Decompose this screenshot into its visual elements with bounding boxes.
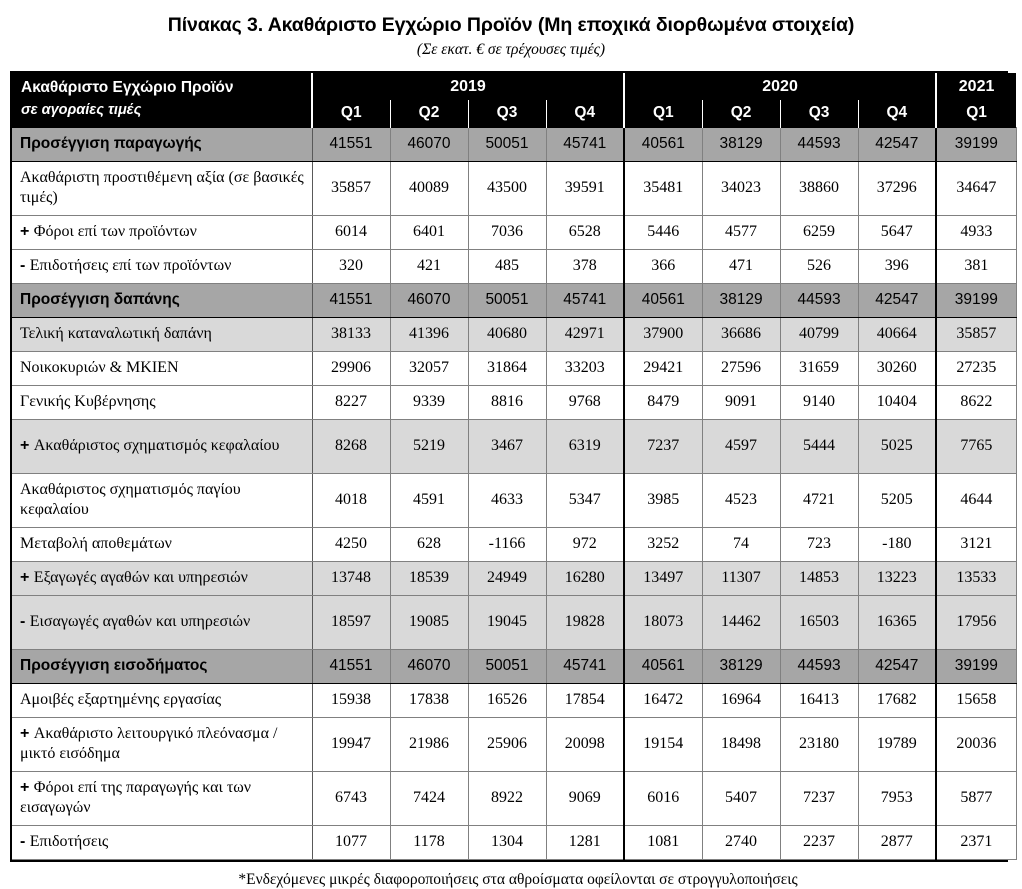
data-cell: 16503 [780, 595, 858, 649]
data-cell: 40089 [390, 161, 468, 215]
page-title: Πίνακας 3. Ακαθάριστο Εγχώριο Προϊόν (Μη εποχικά διορθωμένα στοιχεία) [167, 14, 855, 36]
data-cell: 50051 [468, 127, 546, 161]
data-cell: 27596 [702, 351, 780, 385]
data-cell: 9140 [780, 385, 858, 419]
data-cell: 972 [546, 527, 624, 561]
data-cell: 5025 [858, 419, 936, 473]
data-cell: 4721 [780, 473, 858, 527]
row-label [12, 215, 312, 249]
data-cell: 4591 [390, 473, 468, 527]
data-cell: 30260 [858, 351, 936, 385]
row-label-text: Προσέγγιση εισοδήματος [20, 657, 208, 675]
data-cell: 31864 [468, 351, 546, 385]
row-label [12, 595, 312, 649]
data-cell: 19045 [468, 595, 546, 649]
table-row [12, 771, 1016, 825]
data-cell: 19154 [624, 717, 702, 771]
row-label-text: Φόροι επί των προϊόντων [33, 222, 197, 240]
row-sign: + [20, 724, 34, 742]
data-cell: 396 [858, 249, 936, 283]
data-cell: 40561 [624, 649, 702, 683]
row-label [12, 717, 312, 771]
data-cell: 2371 [936, 825, 1016, 859]
row-sign: - [20, 256, 30, 274]
data-cell: 34023 [702, 161, 780, 215]
data-cell: 40561 [624, 127, 702, 161]
table-row [12, 127, 1016, 161]
row-label [12, 385, 312, 419]
row-label [12, 473, 312, 527]
data-cell: 16964 [702, 683, 780, 717]
data-cell: 39591 [546, 161, 624, 215]
data-cell: 628 [390, 527, 468, 561]
data-cell: 13533 [936, 561, 1016, 595]
data-cell: 6016 [624, 771, 702, 825]
data-cell: 7036 [468, 215, 546, 249]
data-cell: 3252 [624, 527, 702, 561]
row-label [12, 825, 312, 859]
data-cell: 39199 [936, 283, 1016, 317]
table-row [12, 473, 1016, 527]
row-label-text: Προσέγγιση δαπάνης [20, 291, 180, 309]
data-cell: 17854 [546, 683, 624, 717]
data-cell: 8816 [468, 385, 546, 419]
row-sign: + [20, 222, 34, 240]
data-cell: 41551 [312, 649, 390, 683]
table-row [12, 561, 1016, 595]
row-label [12, 561, 312, 595]
row-label-text: Προσέγγιση παραγωγής [20, 135, 202, 153]
data-cell: 6014 [312, 215, 390, 249]
table-row [12, 419, 1016, 473]
row-label [12, 419, 312, 473]
table-row [12, 825, 1016, 859]
table-header [12, 73, 1016, 127]
data-cell: 41396 [390, 317, 468, 351]
data-cell: 9768 [546, 385, 624, 419]
table-row [12, 385, 1016, 419]
row-label-text: Επιδοτήσεις [29, 832, 109, 850]
data-cell: 7953 [858, 771, 936, 825]
data-cell: 38129 [702, 283, 780, 317]
data-cell: 42547 [858, 283, 936, 317]
row-label [12, 683, 312, 717]
data-cell: 2237 [780, 825, 858, 859]
data-cell: 33203 [546, 351, 624, 385]
data-cell: 38860 [780, 161, 858, 215]
data-cell: 8268 [312, 419, 390, 473]
data-cell: 6743 [312, 771, 390, 825]
data-cell: 40799 [780, 317, 858, 351]
data-cell: 25906 [468, 717, 546, 771]
data-cell: 18073 [624, 595, 702, 649]
row-label [12, 127, 312, 161]
data-cell: 8479 [624, 385, 702, 419]
row-label-text: Εξαγωγές αγαθών και υπηρεσιών [33, 568, 248, 586]
data-cell: 19789 [858, 717, 936, 771]
row-sign: - [20, 612, 30, 630]
data-cell: 50051 [468, 283, 546, 317]
data-cell: 38133 [312, 317, 390, 351]
table-body [12, 127, 1016, 859]
data-cell: 1304 [468, 825, 546, 859]
data-cell: 16280 [546, 561, 624, 595]
data-cell: 44593 [780, 649, 858, 683]
data-cell: 38129 [702, 127, 780, 161]
data-cell: 4250 [312, 527, 390, 561]
data-cell: 7424 [390, 771, 468, 825]
data-cell: 5219 [390, 419, 468, 473]
data-cell: 5444 [780, 419, 858, 473]
table-row [12, 249, 1016, 283]
data-cell: 381 [936, 249, 1016, 283]
data-cell: 485 [468, 249, 546, 283]
data-cell: 15938 [312, 683, 390, 717]
header-label-cell [12, 73, 312, 127]
data-cell: 40664 [858, 317, 936, 351]
data-cell: 16472 [624, 683, 702, 717]
data-cell: 9069 [546, 771, 624, 825]
row-label-text: Ακαθάριστη προστιθέμενη αξία (σε βασικές τιμές) [20, 168, 304, 207]
data-cell: 378 [546, 249, 624, 283]
row-sign: + [20, 778, 34, 796]
table-footnote: *Ενδεχόμενες μικρές διαφοροποιήσεις στα αθροίσματα οφείλονται σε στρογγυλοποιήσεις [238, 870, 798, 888]
data-cell: 17682 [858, 683, 936, 717]
table-row [12, 683, 1016, 717]
row-label [12, 649, 312, 683]
data-cell: 46070 [390, 283, 468, 317]
data-cell: 5647 [858, 215, 936, 249]
data-cell: 31659 [780, 351, 858, 385]
header-quarter-2020-q4: Q4 [858, 100, 936, 127]
header-label-line1: Ακαθάριστο Εγχώριο Προϊόν [21, 79, 234, 97]
data-cell: 6528 [546, 215, 624, 249]
header-label-line2: σε αγοραίες τιμές [21, 102, 142, 119]
row-label [12, 351, 312, 385]
header-year-2020: 2020 [624, 73, 936, 100]
data-cell: 37296 [858, 161, 936, 215]
data-cell: 42971 [546, 317, 624, 351]
data-cell: 4633 [468, 473, 546, 527]
header-quarter-2019-q1: Q1 [312, 100, 390, 127]
row-label [12, 161, 312, 215]
data-cell: 8622 [936, 385, 1016, 419]
data-cell: 24949 [468, 561, 546, 595]
header-year-2019: 2019 [312, 73, 624, 100]
data-cell: 5205 [858, 473, 936, 527]
row-label [12, 283, 312, 317]
data-cell: 38129 [702, 649, 780, 683]
data-cell: 43500 [468, 161, 546, 215]
data-cell: 45741 [546, 649, 624, 683]
data-cell: 2740 [702, 825, 780, 859]
data-cell: 3467 [468, 419, 546, 473]
data-cell: 39199 [936, 649, 1016, 683]
table-row [12, 351, 1016, 385]
data-cell: 37900 [624, 317, 702, 351]
header-quarter-2019-q4: Q4 [546, 100, 624, 127]
data-cell: 1077 [312, 825, 390, 859]
data-cell: 13748 [312, 561, 390, 595]
data-cell: -180 [858, 527, 936, 561]
page-subtitle: (Σε εκατ. € σε τρέχουσες τιμές) [416, 41, 606, 59]
data-cell: 40561 [624, 283, 702, 317]
data-cell: 19947 [312, 717, 390, 771]
data-cell: 17838 [390, 683, 468, 717]
row-label [12, 527, 312, 561]
data-cell: 3121 [936, 527, 1016, 561]
data-cell: 36686 [702, 317, 780, 351]
data-cell: 35857 [936, 317, 1016, 351]
row-label-text: Φόροι επί της παραγωγής και των εισαγωγών [20, 778, 252, 817]
data-cell: 6401 [390, 215, 468, 249]
gdp-table-container [10, 71, 1008, 861]
data-cell: 4597 [702, 419, 780, 473]
row-label-text: Εισαγωγές αγαθών και υπηρεσιών [29, 612, 251, 630]
data-cell: 32057 [390, 351, 468, 385]
data-cell: 4577 [702, 215, 780, 249]
data-cell: 27235 [936, 351, 1016, 385]
gdp-table [12, 73, 1017, 859]
data-cell: 18498 [702, 717, 780, 771]
table-row [12, 595, 1016, 649]
data-cell: 8227 [312, 385, 390, 419]
data-cell: 3985 [624, 473, 702, 527]
data-cell: 5877 [936, 771, 1016, 825]
data-cell: 5347 [546, 473, 624, 527]
data-cell: 10404 [858, 385, 936, 419]
data-cell: 46070 [390, 127, 468, 161]
data-cell: 4933 [936, 215, 1016, 249]
data-cell: 14853 [780, 561, 858, 595]
table-row [12, 215, 1016, 249]
row-sign: - [20, 832, 30, 850]
data-cell: 6319 [546, 419, 624, 473]
data-cell: 4523 [702, 473, 780, 527]
data-cell: -1166 [468, 527, 546, 561]
data-cell: 23180 [780, 717, 858, 771]
row-label-text: Αμοιβές εξαρτημένης εργασίας [20, 690, 222, 708]
data-cell: 19085 [390, 595, 468, 649]
data-cell: 16526 [468, 683, 546, 717]
table-row [12, 527, 1016, 561]
data-cell: 1081 [624, 825, 702, 859]
data-cell: 42547 [858, 127, 936, 161]
data-cell: 45741 [546, 127, 624, 161]
row-label-text: Νοικοκυριών & ΜΚΙΕΝ [20, 358, 179, 376]
data-cell: 16365 [858, 595, 936, 649]
row-label [12, 317, 312, 351]
data-cell: 20098 [546, 717, 624, 771]
data-cell: 9091 [702, 385, 780, 419]
data-cell: 17956 [936, 595, 1016, 649]
data-cell: 11307 [702, 561, 780, 595]
data-cell: 4644 [936, 473, 1016, 527]
data-cell: 34647 [936, 161, 1016, 215]
data-cell: 41551 [312, 283, 390, 317]
table-row [12, 161, 1016, 215]
data-cell: 19828 [546, 595, 624, 649]
data-cell: 39199 [936, 127, 1016, 161]
data-cell: 723 [780, 527, 858, 561]
data-cell: 7765 [936, 419, 1016, 473]
data-cell: 1178 [390, 825, 468, 859]
data-cell: 9339 [390, 385, 468, 419]
data-cell: 41551 [312, 127, 390, 161]
data-cell: 21986 [390, 717, 468, 771]
data-cell: 14462 [702, 595, 780, 649]
row-label-text: Γενικής Κυβέρνησης [20, 392, 156, 410]
data-cell: 44593 [780, 127, 858, 161]
data-cell: 35857 [312, 161, 390, 215]
data-cell: 8922 [468, 771, 546, 825]
data-cell: 74 [702, 527, 780, 561]
data-cell: 45741 [546, 283, 624, 317]
header-quarter-2021-q1: Q1 [936, 100, 1016, 127]
data-cell: 526 [780, 249, 858, 283]
data-cell: 29421 [624, 351, 702, 385]
data-cell: 5446 [624, 215, 702, 249]
header-quarter-2019-q2: Q2 [390, 100, 468, 127]
data-cell: 13223 [858, 561, 936, 595]
data-cell: 13497 [624, 561, 702, 595]
header-row-years [12, 73, 1016, 100]
table-row [12, 317, 1016, 351]
data-cell: 421 [390, 249, 468, 283]
data-cell: 6259 [780, 215, 858, 249]
data-cell: 2877 [858, 825, 936, 859]
data-cell: 18539 [390, 561, 468, 595]
row-sign: + [20, 568, 34, 586]
data-cell: 4018 [312, 473, 390, 527]
data-cell: 15658 [936, 683, 1016, 717]
row-label [12, 771, 312, 825]
row-label-text: Ακαθάριστο λειτουργικό πλεόνασμα / μικτό εισόδημα [20, 724, 278, 763]
data-cell: 18597 [312, 595, 390, 649]
data-cell: 50051 [468, 649, 546, 683]
row-label-text: Επιδοτήσεις επί των προϊόντων [29, 256, 232, 274]
row-label-text: Μεταβολή αποθεμάτων [20, 534, 172, 552]
row-label-text: Ακαθάριστος σχηματισμός παγίου κεφαλαίου [20, 480, 241, 519]
data-cell: 46070 [390, 649, 468, 683]
data-cell: 29906 [312, 351, 390, 385]
header-quarter-2019-q3: Q3 [468, 100, 546, 127]
table-row [12, 283, 1016, 317]
data-cell: 35481 [624, 161, 702, 215]
row-label-text: Τελική καταναλωτική δαπάνη [20, 324, 212, 342]
data-cell: 40680 [468, 317, 546, 351]
header-quarter-2020-q2: Q2 [702, 100, 780, 127]
data-cell: 42547 [858, 649, 936, 683]
data-cell: 20036 [936, 717, 1016, 771]
row-label-text: Ακαθάριστος σχηματισμός κεφαλαίου [33, 436, 280, 454]
header-year-2021: 2021 [936, 73, 1016, 100]
data-cell: 7237 [780, 771, 858, 825]
title-block [0, 0, 1022, 59]
row-sign: + [20, 436, 34, 454]
data-cell: 471 [702, 249, 780, 283]
data-cell: 5407 [702, 771, 780, 825]
table-row [12, 649, 1016, 683]
data-cell: 7237 [624, 419, 702, 473]
table-row [12, 717, 1016, 771]
data-cell: 366 [624, 249, 702, 283]
header-quarter-2020-q3: Q3 [780, 100, 858, 127]
data-cell: 16413 [780, 683, 858, 717]
row-label [12, 249, 312, 283]
data-cell: 44593 [780, 283, 858, 317]
data-cell: 1281 [546, 825, 624, 859]
header-quarter-2020-q1: Q1 [624, 100, 702, 127]
data-cell: 320 [312, 249, 390, 283]
